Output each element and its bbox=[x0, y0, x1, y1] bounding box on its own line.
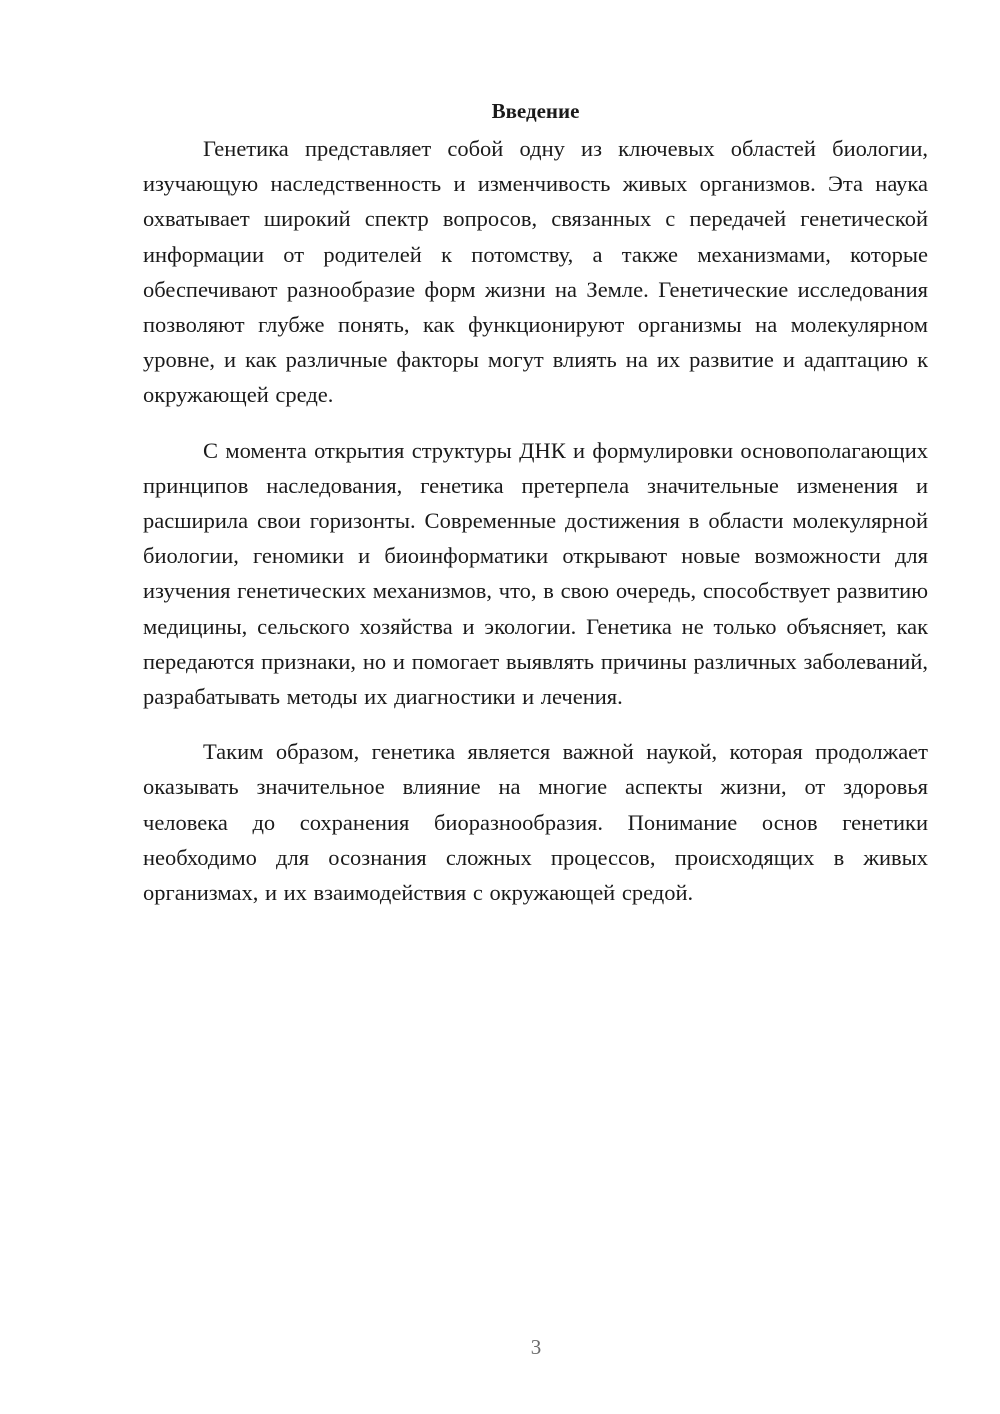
page-title: Введение bbox=[491, 99, 580, 123]
paragraph-3: Таким образом, генетика является важной наукой, которая продолжает оказывать значительное влияние на многие аспекты жизни, от здоровья человека до сохранения биоразнообразия. Понимание основ генетики необходимо для осознания сложных процессов, происходящих в живых организмах, и их взаимодействия с окружающей средой. bbox=[143, 739, 928, 906]
page-number: 3 bbox=[530, 1335, 542, 1359]
page-content bbox=[143, 94, 928, 930]
paragraph-1: Генетика представляет собой одну из ключевых областей биологии, изучающую наследственность и изменчивость живых организмов. Эта наука охватывает широкий спектр вопросов, связанных с передачей генетической информации от родителей к потомству, а также механизмами, которые обеспечивают разнообразие форм жизни на Земле. Генетические исследования позволяют глубже понять, как функционируют организмы на молекулярном уровне, и как различные факторы могут влиять на их развитие и адаптацию к окружающей среде. bbox=[143, 136, 928, 408]
paragraph-2: С момента открытия структуры ДНК и формулировки основополагающих принципов наследования, генетика претерпела значительные изменения и расширила свои горизонты. Современные достижения в области молекулярной биологии, геномики и биоинформатики открывают новые возможности для изучения генетических механизмов, что, в свою очередь, способствует развитию медицины, сельского хозяйства и экологии. Генетика не только объясняет, как передаются признаки, но и помогает выявлять причины различных заболеваний, разрабатывать методы их диагностики и лечения. bbox=[143, 437, 928, 710]
